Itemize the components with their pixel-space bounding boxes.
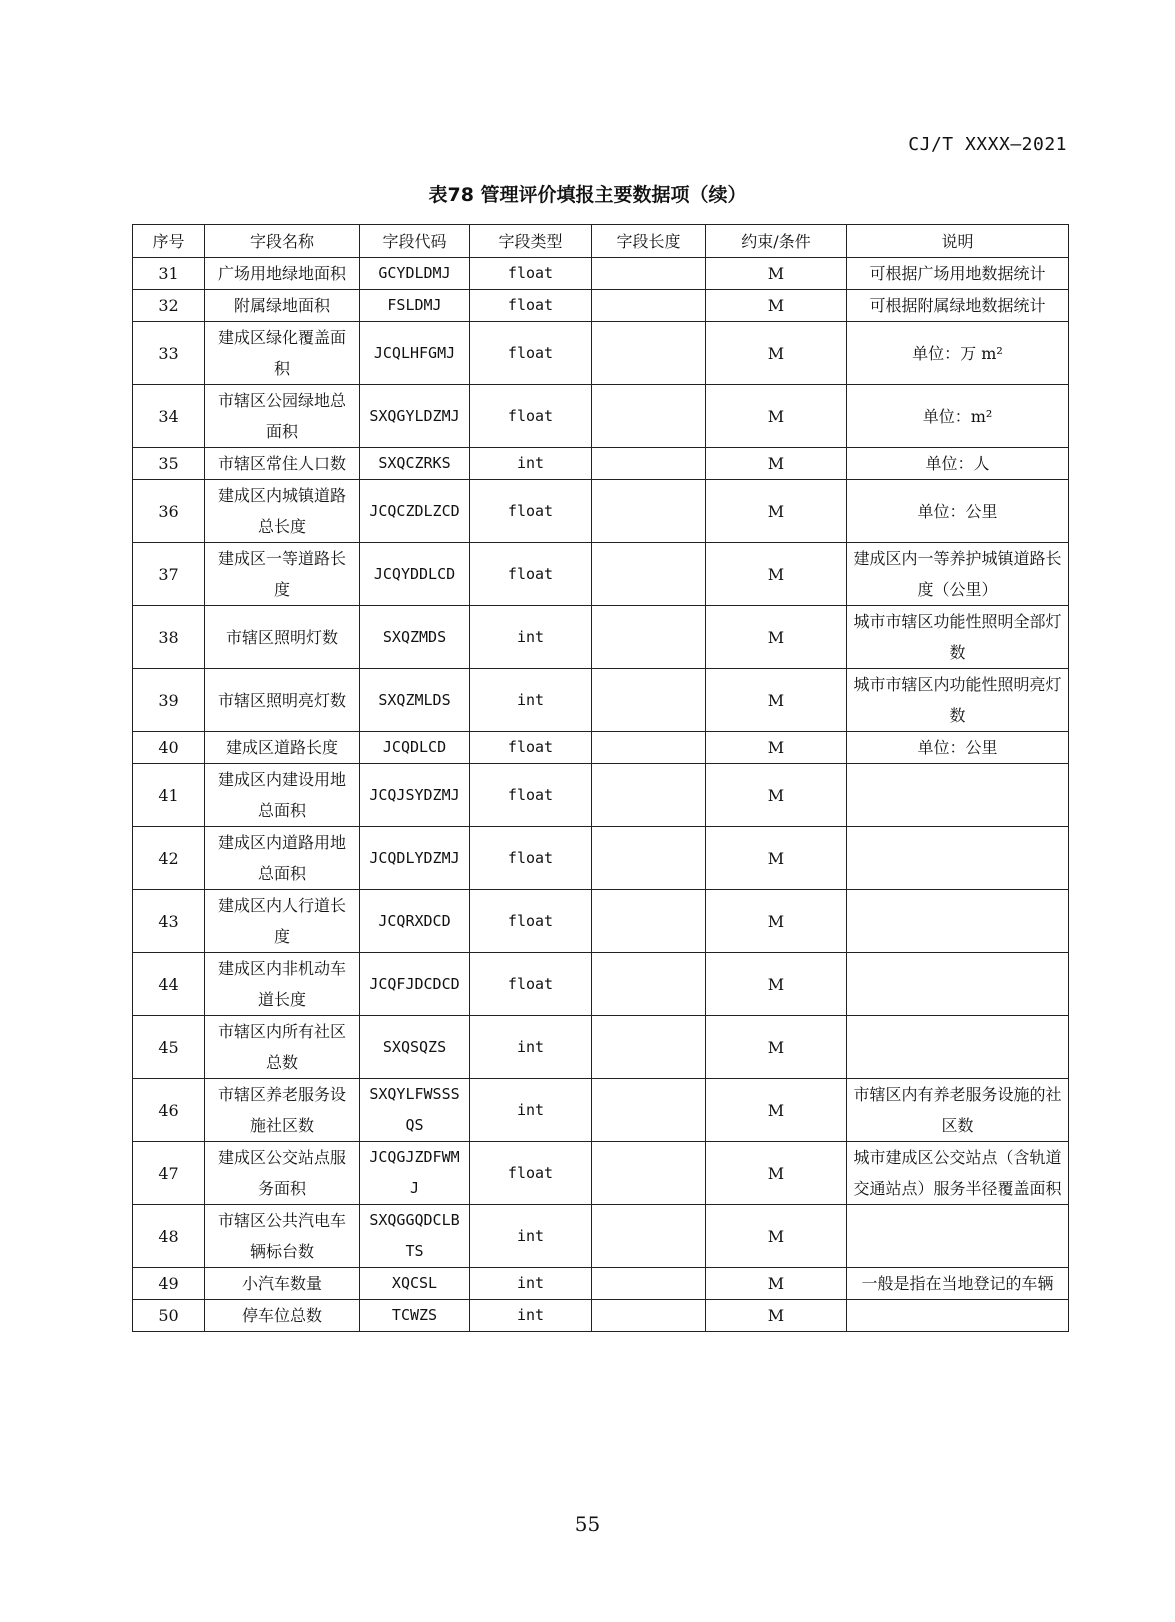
field-name-cell: 市辖区公园绿地总面积	[205, 385, 360, 448]
table-row	[133, 732, 1069, 764]
field-code-cell: SXQGGQDCLBTS	[360, 1205, 470, 1268]
row-number-cell: 48	[133, 1205, 205, 1268]
field-name-cell: 建成区内建设用地总面积	[205, 764, 360, 827]
field-type-cell: float	[470, 290, 592, 322]
constraint-cell: M	[706, 953, 847, 1016]
field-code-cell: SXQGYLDZMJ	[360, 385, 470, 448]
field-length-cell	[592, 764, 706, 827]
table-row	[133, 606, 1069, 669]
table-row	[133, 1079, 1069, 1142]
document-code: CJ/T XXXX—2021	[908, 134, 1067, 155]
description-cell	[847, 1016, 1069, 1079]
table-header-row	[133, 225, 1069, 258]
field-name-cell: 建成区内非机动车道长度	[205, 953, 360, 1016]
field-type-cell: float	[470, 1142, 592, 1205]
description-cell: 城市市辖区功能性照明全部灯数	[847, 606, 1069, 669]
field-name-cell: 建成区道路长度	[205, 732, 360, 764]
data-items-table	[132, 224, 1069, 1332]
field-name-cell: 市辖区照明亮灯数	[205, 669, 360, 732]
description-cell	[847, 827, 1069, 890]
column-header-field-length: 字段长度	[592, 225, 706, 258]
field-name-cell: 市辖区照明灯数	[205, 606, 360, 669]
field-length-cell	[592, 258, 706, 290]
description-cell: 单位：m²	[847, 385, 1069, 448]
table-row	[133, 1016, 1069, 1079]
field-type-cell: float	[470, 764, 592, 827]
table-row	[133, 1205, 1069, 1268]
field-name-cell: 市辖区常住人口数	[205, 448, 360, 480]
column-header-field-name: 字段名称	[205, 225, 360, 258]
row-number-cell: 33	[133, 322, 205, 385]
field-length-cell	[592, 827, 706, 890]
description-cell: 城市市辖区内功能性照明亮灯数	[847, 669, 1069, 732]
column-header-no: 序号	[133, 225, 205, 258]
row-number-cell: 43	[133, 890, 205, 953]
field-type-cell: float	[470, 890, 592, 953]
field-name-cell: 市辖区公共汽电车辆标台数	[205, 1205, 360, 1268]
table-row	[133, 764, 1069, 827]
field-code-cell: SXQZMDS	[360, 606, 470, 669]
constraint-cell: M	[706, 1268, 847, 1300]
table-row	[133, 1268, 1069, 1300]
field-code-cell: SXQSQZS	[360, 1016, 470, 1079]
constraint-cell: M	[706, 1142, 847, 1205]
constraint-cell: M	[706, 1300, 847, 1332]
row-number-cell: 34	[133, 385, 205, 448]
field-length-cell	[592, 1268, 706, 1300]
field-length-cell	[592, 732, 706, 764]
field-code-cell: JCQYDDLCD	[360, 543, 470, 606]
field-length-cell	[592, 1205, 706, 1268]
table-row	[133, 1142, 1069, 1205]
column-header-field-code: 字段代码	[360, 225, 470, 258]
field-name-cell: 建成区绿化覆盖面积	[205, 322, 360, 385]
constraint-cell: M	[706, 543, 847, 606]
field-name-cell: 广场用地绿地面积	[205, 258, 360, 290]
constraint-cell: M	[706, 732, 847, 764]
table-row	[133, 480, 1069, 543]
field-code-cell: JCQDLCD	[360, 732, 470, 764]
field-code-cell: FSLDMJ	[360, 290, 470, 322]
row-number-cell: 32	[133, 290, 205, 322]
field-name-cell: 附属绿地面积	[205, 290, 360, 322]
table-row	[133, 1300, 1069, 1332]
field-length-cell	[592, 890, 706, 953]
field-type-cell: float	[470, 543, 592, 606]
field-type-cell: float	[470, 732, 592, 764]
row-number-cell: 47	[133, 1142, 205, 1205]
row-number-cell: 49	[133, 1268, 205, 1300]
row-number-cell: 38	[133, 606, 205, 669]
row-number-cell: 36	[133, 480, 205, 543]
field-length-cell	[592, 480, 706, 543]
field-length-cell	[592, 385, 706, 448]
constraint-cell: M	[706, 448, 847, 480]
description-cell	[847, 890, 1069, 953]
field-length-cell	[592, 953, 706, 1016]
constraint-cell: M	[706, 1205, 847, 1268]
description-cell: 市辖区内有养老服务设施的社区数	[847, 1079, 1069, 1142]
field-length-cell	[592, 669, 706, 732]
field-name-cell: 建成区内人行道长度	[205, 890, 360, 953]
row-number-cell: 44	[133, 953, 205, 1016]
field-code-cell: JCQJSYDZMJ	[360, 764, 470, 827]
table-row	[133, 543, 1069, 606]
row-number-cell: 50	[133, 1300, 205, 1332]
field-code-cell: XQCSL	[360, 1268, 470, 1300]
table-row	[133, 258, 1069, 290]
field-code-cell: JCQRXDCD	[360, 890, 470, 953]
column-header-field-type: 字段类型	[470, 225, 592, 258]
row-number-cell: 45	[133, 1016, 205, 1079]
field-length-cell	[592, 1016, 706, 1079]
constraint-cell: M	[706, 258, 847, 290]
field-code-cell: JCQGJZDFWMJ	[360, 1142, 470, 1205]
table-row	[133, 322, 1069, 385]
column-header-constraint: 约束/条件	[706, 225, 847, 258]
field-name-cell: 建成区一等道路长度	[205, 543, 360, 606]
field-name-cell: 市辖区养老服务设施社区数	[205, 1079, 360, 1142]
field-type-cell: int	[470, 448, 592, 480]
constraint-cell: M	[706, 385, 847, 448]
description-cell	[847, 953, 1069, 1016]
description-cell	[847, 1300, 1069, 1332]
field-length-cell	[592, 322, 706, 385]
field-name-cell: 建成区公交站点服务面积	[205, 1142, 360, 1205]
description-cell: 单位：万 m²	[847, 322, 1069, 385]
row-number-cell: 40	[133, 732, 205, 764]
field-type-cell: float	[470, 480, 592, 543]
column-header-description: 说明	[847, 225, 1069, 258]
description-cell: 可根据广场用地数据统计	[847, 258, 1069, 290]
field-length-cell	[592, 290, 706, 322]
field-type-cell: int	[470, 1300, 592, 1332]
field-code-cell: SXQYLFWSSSQS	[360, 1079, 470, 1142]
field-name-cell: 停车位总数	[205, 1300, 360, 1332]
field-length-cell	[592, 606, 706, 669]
field-code-cell: TCWZS	[360, 1300, 470, 1332]
row-number-cell: 42	[133, 827, 205, 890]
field-length-cell	[592, 543, 706, 606]
field-length-cell	[592, 448, 706, 480]
constraint-cell: M	[706, 1016, 847, 1079]
table-row	[133, 827, 1069, 890]
constraint-cell: M	[706, 322, 847, 385]
constraint-cell: M	[706, 290, 847, 322]
row-number-cell: 41	[133, 764, 205, 827]
table-row	[133, 448, 1069, 480]
field-type-cell: float	[470, 953, 592, 1016]
table-row	[133, 290, 1069, 322]
table-body	[133, 258, 1069, 1332]
description-cell: 单位：公里	[847, 480, 1069, 543]
constraint-cell: M	[706, 606, 847, 669]
row-number-cell: 35	[133, 448, 205, 480]
description-cell: 城市建成区公交站点（含轨道交通站点）服务半径覆盖面积	[847, 1142, 1069, 1205]
table-title: 表78 管理评价填报主要数据项（续）	[428, 184, 747, 206]
constraint-cell: M	[706, 669, 847, 732]
row-number-cell: 39	[133, 669, 205, 732]
field-type-cell: int	[470, 669, 592, 732]
constraint-cell: M	[706, 764, 847, 827]
table-row	[133, 890, 1069, 953]
table-row	[133, 385, 1069, 448]
description-cell: 一般是指在当地登记的车辆	[847, 1268, 1069, 1300]
field-type-cell: int	[470, 1016, 592, 1079]
row-number-cell: 31	[133, 258, 205, 290]
field-name-cell: 小汽车数量	[205, 1268, 360, 1300]
constraint-cell: M	[706, 827, 847, 890]
field-length-cell	[592, 1142, 706, 1205]
description-cell: 单位：公里	[847, 732, 1069, 764]
field-code-cell: GCYDLDMJ	[360, 258, 470, 290]
field-type-cell: float	[470, 827, 592, 890]
table-row	[133, 953, 1069, 1016]
table-row	[133, 669, 1069, 732]
field-type-cell: int	[470, 1205, 592, 1268]
field-length-cell	[592, 1300, 706, 1332]
description-cell	[847, 1205, 1069, 1268]
field-code-cell: JCQCZDLZCD	[360, 480, 470, 543]
field-code-cell: SXQZMLDS	[360, 669, 470, 732]
field-length-cell	[592, 1079, 706, 1142]
constraint-cell: M	[706, 480, 847, 543]
field-type-cell: float	[470, 258, 592, 290]
constraint-cell: M	[706, 890, 847, 953]
field-type-cell: int	[470, 1079, 592, 1142]
description-cell: 建成区内一等养护城镇道路长度（公里）	[847, 543, 1069, 606]
field-code-cell: SXQCZRKS	[360, 448, 470, 480]
field-type-cell: int	[470, 1268, 592, 1300]
description-cell: 可根据附属绿地数据统计	[847, 290, 1069, 322]
field-type-cell: float	[470, 322, 592, 385]
page-number: 55	[574, 1512, 601, 1536]
constraint-cell: M	[706, 1079, 847, 1142]
row-number-cell: 46	[133, 1079, 205, 1142]
field-name-cell: 建成区内道路用地总面积	[205, 827, 360, 890]
field-code-cell: JCQDLYDZMJ	[360, 827, 470, 890]
description-cell	[847, 764, 1069, 827]
field-name-cell: 建成区内城镇道路总长度	[205, 480, 360, 543]
description-cell: 单位：人	[847, 448, 1069, 480]
field-name-cell: 市辖区内所有社区总数	[205, 1016, 360, 1079]
field-code-cell: JCQFJDCDCD	[360, 953, 470, 1016]
field-type-cell: float	[470, 385, 592, 448]
field-code-cell: JCQLHFGMJ	[360, 322, 470, 385]
row-number-cell: 37	[133, 543, 205, 606]
field-type-cell: int	[470, 606, 592, 669]
